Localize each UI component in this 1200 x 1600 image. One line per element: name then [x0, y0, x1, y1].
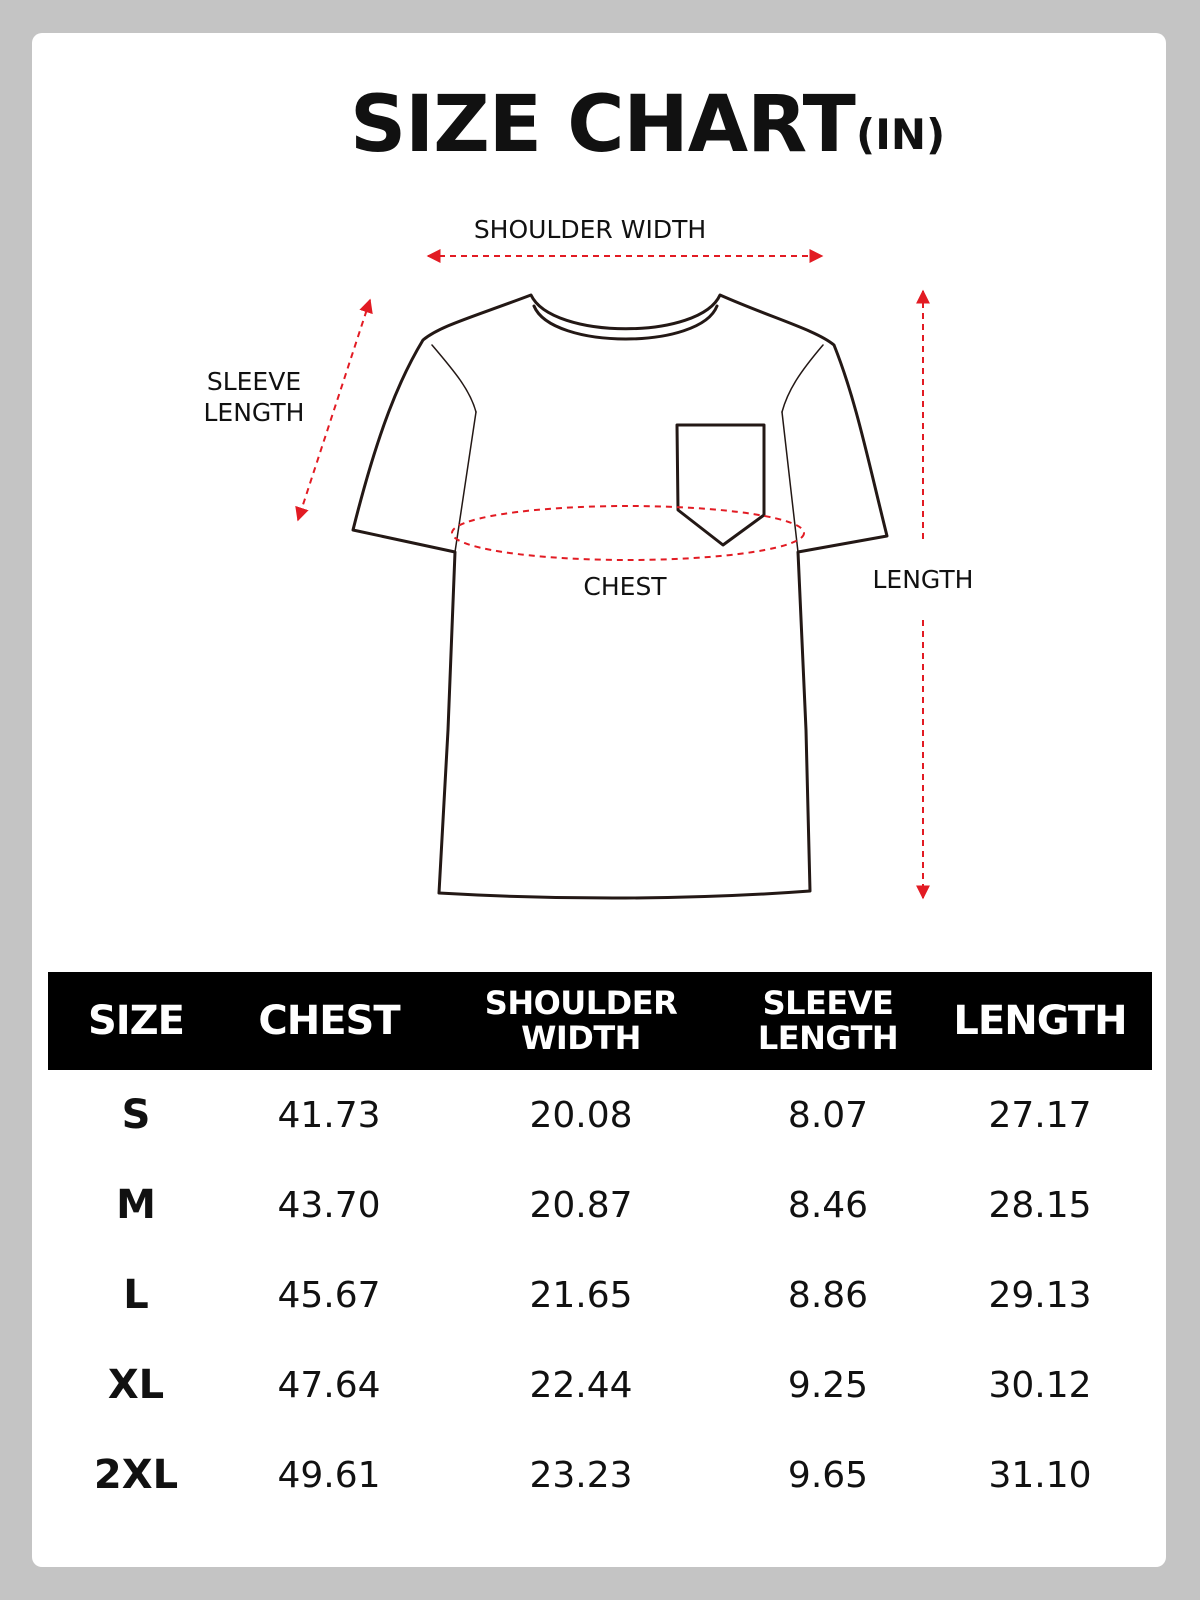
cell-chest: 43.70 — [277, 1184, 381, 1226]
cell-length: 30.12 — [988, 1364, 1092, 1406]
cell-sleeve-length: 9.25 — [787, 1364, 869, 1406]
sleeve-label-line-1: SLEEVE — [206, 367, 302, 396]
header-length: LENGTH — [953, 998, 1127, 1044]
cell-size: M — [116, 1182, 156, 1228]
table-row — [48, 1340, 1152, 1430]
cell-size: XL — [107, 1362, 165, 1408]
cell-size: L — [123, 1272, 149, 1318]
unit-label: (IN) — [856, 110, 946, 159]
cell-length: 29.13 — [988, 1274, 1092, 1316]
cell-sleeve-length: 8.07 — [787, 1094, 869, 1136]
header-shoulder-width — [434, 972, 728, 1070]
page-title: SIZE CHART — [350, 80, 855, 170]
chest-label: CHEST — [583, 572, 667, 601]
header-shoulder-line-1: SHOULDER — [484, 984, 678, 1022]
cell-chest: 47.64 — [277, 1364, 381, 1406]
header-shoulder-line-2: WIDTH — [521, 1019, 641, 1057]
table-header — [48, 972, 1152, 1070]
cell-chest: 41.73 — [277, 1094, 381, 1136]
header-sleeve-line-1: SLEEVE — [762, 984, 894, 1022]
sleeve-label-line-2: LENGTH — [203, 398, 305, 427]
table-row — [48, 1070, 1152, 1160]
header-size: SIZE — [87, 998, 185, 1044]
length-label: LENGTH — [872, 565, 974, 594]
cell-length: 27.17 — [988, 1094, 1092, 1136]
cell-size: 2XL — [93, 1452, 179, 1498]
header-chest: CHEST — [258, 998, 400, 1044]
header-sleeve-line-2: LENGTH — [757, 1019, 899, 1057]
shoulder-width-label: SHOULDER WIDTH — [473, 215, 707, 244]
cell-shoulder-width: 20.08 — [529, 1094, 633, 1136]
cell-shoulder-width: 20.87 — [529, 1184, 633, 1226]
cell-shoulder-width: 22.44 — [529, 1364, 633, 1406]
table-row — [48, 1160, 1152, 1250]
cell-sleeve-length: 8.86 — [787, 1274, 869, 1316]
sleeve-length-label — [184, 366, 324, 428]
cell-shoulder-width: 23.23 — [529, 1454, 633, 1496]
cell-length: 28.15 — [988, 1184, 1092, 1226]
table-row — [48, 1430, 1152, 1520]
cell-shoulder-width: 21.65 — [529, 1274, 633, 1316]
cell-length: 31.10 — [988, 1454, 1092, 1496]
table-row — [48, 1250, 1152, 1340]
cell-sleeve-length: 8.46 — [787, 1184, 869, 1226]
cell-sleeve-length: 9.65 — [787, 1454, 869, 1496]
cell-chest: 49.61 — [277, 1454, 381, 1496]
cell-chest: 45.67 — [277, 1274, 381, 1316]
header-sleeve-length — [728, 972, 928, 1070]
cell-size: S — [121, 1092, 151, 1138]
